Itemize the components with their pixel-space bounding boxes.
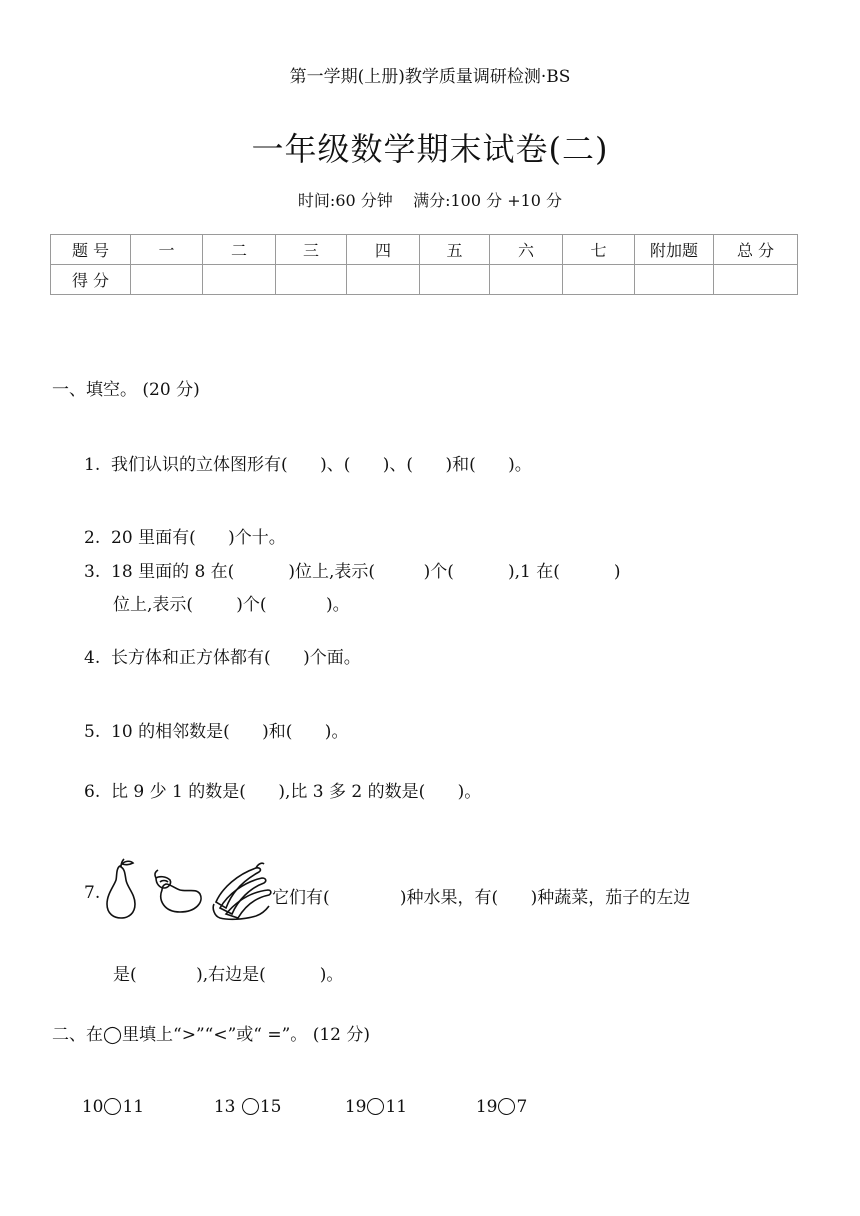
score-cell-header: 一 (131, 235, 203, 265)
score-cell-header: 二 (203, 235, 276, 265)
exam-meta: 时间:60 分钟 满分:100 分 +10 分 (297, 191, 563, 210)
score-cell-label: 得 分 (51, 265, 131, 295)
score-cell-blank[interactable] (131, 265, 203, 295)
exam-title: 一年级数学期末试卷(二) (251, 130, 609, 168)
question-6: 6. 比 9 少 1 的数是( ),比 3 多 2 的数是( )。 (84, 782, 482, 802)
question-2: 2. 20 里面有( )个十。 (84, 528, 286, 548)
compare-circle[interactable] (242, 1098, 259, 1115)
score-cell-blank[interactable] (420, 265, 490, 295)
compare-right-value: 11 (385, 1097, 408, 1117)
compare-right-value: 15 (259, 1097, 282, 1117)
score-cell-blank[interactable] (347, 265, 420, 295)
question-5: 5. 10 的相邻数是( )和( )。 (84, 722, 349, 742)
score-cell-header: 三 (276, 235, 347, 265)
pear-icon (107, 859, 135, 918)
score-cell-header: 附加题 (635, 235, 714, 265)
compare-item (334, 1077, 407, 1117)
question-3-line1: 3. 18 里面的 8 在( )位上,表示( )个( ),1 在( ) (84, 562, 621, 582)
score-table-header-row (51, 235, 798, 265)
compare-left-value: 19 (475, 1097, 498, 1117)
score-cell-blank[interactable] (203, 265, 276, 295)
question-7-line1: 它们有( )种水果，有( )种蔬菜，茄子的左边 (272, 888, 691, 908)
question-7-number: 7. (84, 883, 101, 903)
question-7-line2: 是( ),右边是( )。 (113, 965, 344, 985)
score-table (50, 234, 798, 295)
compare-circle[interactable] (498, 1098, 515, 1115)
compare-left-value: 13 (213, 1097, 241, 1117)
question-1: 1. 我们认识的立体图形有( )、( )、( )和( )。 (84, 455, 532, 475)
compare-left-value: 10 (81, 1097, 104, 1117)
compare-circle[interactable] (367, 1098, 384, 1115)
compare-right-value: 11 (122, 1097, 145, 1117)
question-3-line2: 位上,表示( )个( )。 (113, 595, 350, 615)
score-cell-header: 四 (347, 235, 420, 265)
eggplant-icon (155, 870, 201, 912)
score-table-score-row (51, 265, 798, 295)
score-cell-label: 题 号 (51, 235, 131, 265)
score-cell-header: 六 (490, 235, 563, 265)
score-cell-header: 五 (420, 235, 490, 265)
compare-item (71, 1077, 144, 1117)
exam-header: 第一学期(上册)教学质量调研检测·BS (289, 67, 571, 87)
score-cell-header: 总 分 (714, 235, 798, 265)
score-cell-blank[interactable] (714, 265, 798, 295)
score-cell-header: 七 (563, 235, 635, 265)
compare-circle[interactable] (104, 1098, 121, 1115)
compare-item (203, 1077, 282, 1117)
banana-icon (213, 863, 271, 919)
score-cell-blank[interactable] (563, 265, 635, 295)
section1-heading: 一、填空。 (20 分) (52, 380, 200, 400)
compare-left-value: 19 (344, 1097, 367, 1117)
question-4: 4. 长方体和正方体都有( )个面。 (84, 648, 361, 668)
score-cell-blank[interactable] (635, 265, 714, 295)
score-cell-blank[interactable] (490, 265, 563, 295)
question-7-picture (104, 858, 274, 922)
compare-item (465, 1077, 527, 1117)
score-cell-blank[interactable] (276, 265, 347, 295)
section2-heading: 二、在◯里填上“>”“<”或“ =”。 (12 分) (52, 1025, 371, 1045)
compare-right-value: 7 (516, 1097, 528, 1117)
